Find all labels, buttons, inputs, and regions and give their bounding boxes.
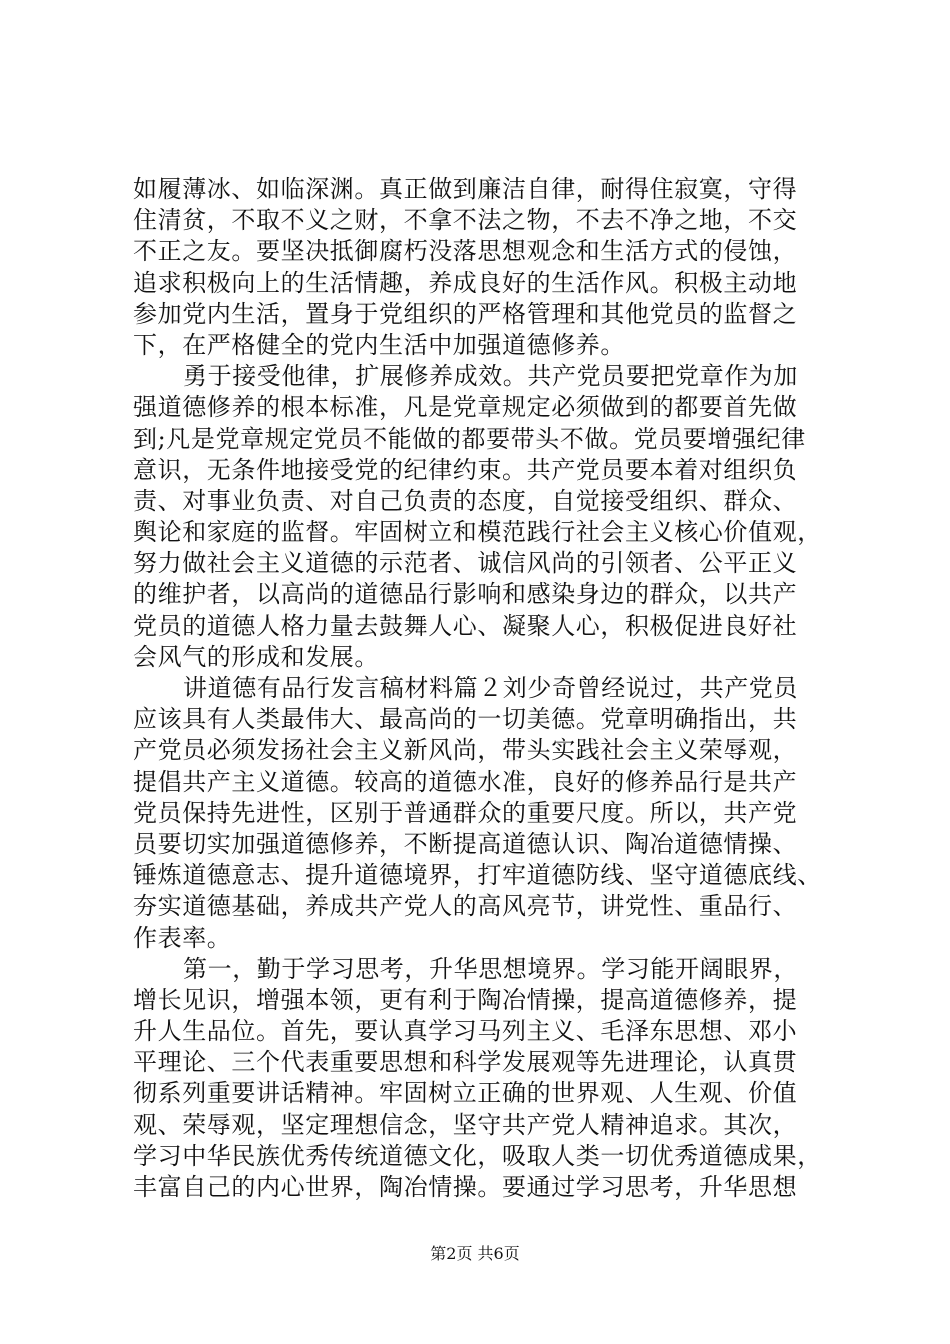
text-line: 追求积极向上的生活情趣，养成良好的生活作风。积极主动地	[133, 268, 798, 297]
text-line: 党员保持先进性，区别于普通群众的重要尺度。所以，共产党	[133, 798, 798, 827]
paragraph	[133, 174, 833, 361]
text-line: 下，在严格健全的党内生活中加强道德修养。	[133, 330, 625, 359]
text-line: 夯实道德基础，养成共产党人的高风亮节，讲党性、重品行、	[133, 892, 798, 921]
text-line: 升人生品位。首先，要认真学习马列主义、毛泽东思想、邓小	[133, 1017, 798, 1046]
document-body	[133, 174, 833, 1203]
text-line: 舆论和家庭的监督。牢固树立和模范践行社会主义核心价值观，	[133, 518, 822, 547]
text-line: 丰富自己的内心世界，陶冶情操。要通过学习思考，升华思想	[133, 1173, 798, 1201]
paragraph	[133, 673, 833, 954]
text-line: 会风气的形成和发展。	[133, 642, 379, 671]
text-line: 产党员必须发扬社会主义新风尚，带头实践社会主义荣辱观，	[133, 736, 798, 765]
text-line: 的维护者，以高尚的道德品行影响和感染身边的群众，以共产	[133, 580, 798, 609]
text-line: 彻系列重要讲话精神。牢固树立正确的世界观、人生观、价值	[133, 1079, 798, 1108]
text-line: 努力做社会主义道德的示范者、诚信风尚的引领者、公平正义	[133, 549, 798, 578]
text-line: 平理论、三个代表重要思想和科学发展观等先进理论，认真贯	[133, 1048, 798, 1077]
text-line: 提倡共产主义道德。较高的道德水准，良好的修养品行是共产	[133, 767, 798, 796]
text-line: 讲道德有品行发言稿材料篇２刘少奇曾经说过，共产党员	[183, 674, 798, 702]
text-line: 增长见识，增强本领，更有利于陶冶情操，提高道德修养，提	[133, 985, 798, 1014]
paragraph	[133, 361, 833, 673]
paragraph	[133, 954, 833, 1204]
text-line: 责、对事业负责、对自己负责的态度，自觉接受组织、群众、	[133, 486, 798, 515]
text-line: 勇于接受他律，扩展修养成效。共产党员要把党章作为加	[183, 362, 798, 391]
text-line: 锤炼道德意志、提升道德境界，打牢道德防线、坚守道德底线、	[133, 861, 822, 890]
text-line: 作表率。	[133, 923, 232, 952]
text-line: 应该具有人类最伟大、最高尚的一切美德。党章明确指出，共	[133, 705, 798, 734]
text-line: 住清贫，不取不义之财，不拿不法之物，不去不净之地，不交	[133, 206, 798, 235]
text-line: 强道德修养的根本标准，凡是党章规定必须做到的都要首先做	[133, 393, 798, 422]
text-line: 到;凡是党章规定党员不能做的都要带头不做。党员要增强纪律	[133, 424, 806, 453]
text-line: 第一，勤于学习思考，升华思想境界。学习能开阔眼界，	[183, 954, 798, 983]
text-line: 员要切实加强道德修养，不断提高道德认识、陶冶道德情操、	[133, 829, 798, 858]
text-line: 党员的道德人格力量去鼓舞人心、凝聚人心，积极促进良好社	[133, 611, 798, 640]
page-footer: 第2页 共6页	[430, 1244, 520, 1263]
text-line: 不正之友。要坚决抵御腐朽没落思想观念和生活方式的侵蚀，	[133, 237, 798, 266]
text-line: 学习中华民族优秀传统道德文化，吸取人类一切优秀道德成果，	[133, 1141, 822, 1170]
text-line: 意识，无条件地接受党的纪律约束。共产党员要本着对组织负	[133, 455, 798, 484]
text-line: 如履薄冰、如临深渊。真正做到廉洁自律，耐得住寂寞，守得	[133, 175, 798, 203]
text-line: 观、荣辱观，坚定理想信念，坚守共产党人精神追求。其次，	[133, 1110, 798, 1139]
text-line: 参加党内生活，置身于党组织的严格管理和其他党员的监督之	[133, 299, 798, 328]
